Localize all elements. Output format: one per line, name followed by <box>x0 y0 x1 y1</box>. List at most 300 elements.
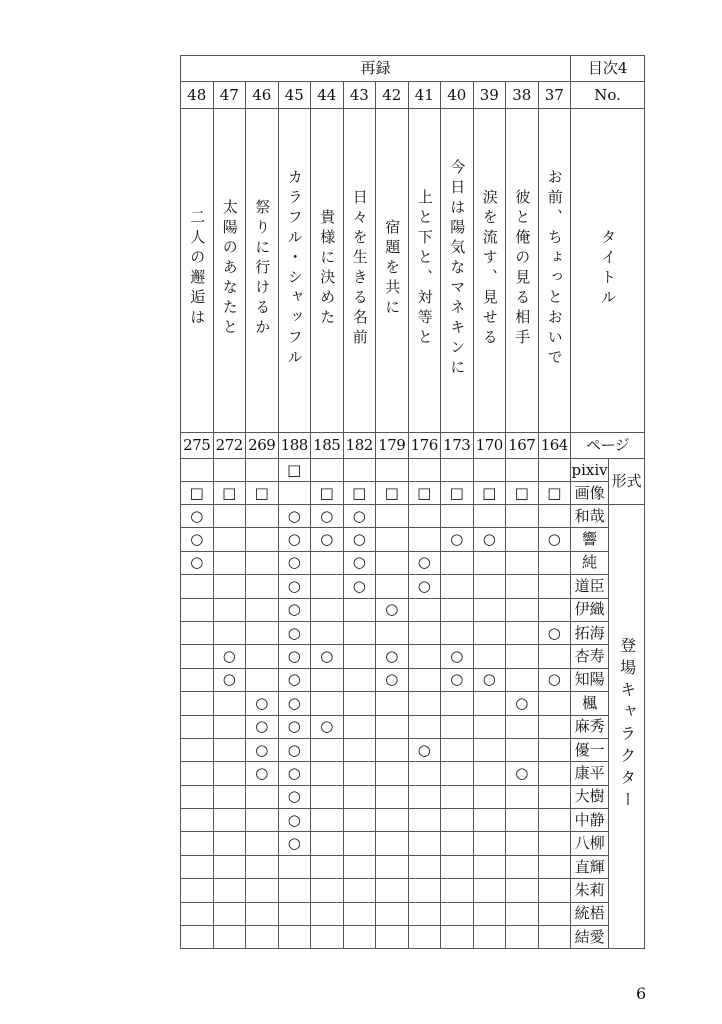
appearance-cell <box>246 505 279 528</box>
appearance-cell <box>343 692 376 715</box>
appearance-cell <box>538 879 571 902</box>
circle-icon: ○ <box>320 530 334 549</box>
appearance-cell <box>213 832 246 855</box>
story-number: 46 <box>246 82 279 109</box>
appearance-cell <box>181 855 214 878</box>
appearance-cell <box>278 715 311 738</box>
appearance-cell <box>213 926 246 949</box>
page-cell: 179 <box>376 433 409 459</box>
appearance-cell <box>278 738 311 761</box>
appearance-cell <box>181 551 214 574</box>
pixiv-cell <box>376 459 409 482</box>
appearance-cell <box>181 785 214 808</box>
title-label-cell <box>571 109 645 433</box>
character-row <box>181 575 645 598</box>
appearance-cell <box>441 832 474 855</box>
character-row <box>181 902 645 925</box>
appearance-cell <box>538 715 571 738</box>
circle-icon: ○ <box>287 834 301 853</box>
appearance-cell <box>311 902 344 925</box>
circle-icon: ○ <box>352 576 366 595</box>
appearance-cell <box>473 505 506 528</box>
appearance-cell <box>473 855 506 878</box>
image-label: 画像 <box>571 482 609 505</box>
appearance-cell <box>343 598 376 621</box>
checkbox-icon: □ <box>319 483 334 502</box>
appearance-cell <box>538 505 571 528</box>
appearance-cell <box>473 598 506 621</box>
story-number: 37 <box>538 82 571 109</box>
appearance-cell <box>473 785 506 808</box>
circle-icon: ○ <box>352 553 366 572</box>
appearance-cell <box>311 598 344 621</box>
appearance-cell <box>181 621 214 644</box>
title-cell <box>538 109 571 433</box>
appearance-cell <box>408 528 441 551</box>
appearance-cell <box>408 505 441 528</box>
appearance-cell <box>441 762 474 785</box>
title-cell <box>408 109 441 433</box>
circle-icon: ○ <box>352 506 366 525</box>
appearance-cell <box>441 809 474 832</box>
appearance-cell <box>213 692 246 715</box>
character-row <box>181 762 645 785</box>
story-number: 43 <box>343 82 376 109</box>
appearance-cell <box>376 738 409 761</box>
story-number: 48 <box>181 82 214 109</box>
image-cell <box>343 482 376 505</box>
appearance-cell <box>376 855 409 878</box>
appearance-cell <box>538 832 571 855</box>
appearance-cell <box>278 505 311 528</box>
appearance-cell <box>408 809 441 832</box>
appearance-cell <box>343 785 376 808</box>
appearance-cell <box>181 762 214 785</box>
appearance-cell <box>376 809 409 832</box>
appearance-cell <box>343 879 376 902</box>
appearance-cell <box>213 715 246 738</box>
checkbox-icon: □ <box>417 483 432 502</box>
circle-icon: ○ <box>450 647 464 666</box>
circle-icon: ○ <box>385 647 399 666</box>
appearance-cell <box>311 668 344 691</box>
appearance-cell <box>343 551 376 574</box>
story-title: お前、ちょっとおいで <box>545 169 564 369</box>
circle-icon: ○ <box>385 600 399 619</box>
toc-table <box>180 55 645 949</box>
checkbox-icon: □ <box>514 483 529 502</box>
story-title: 涙を流す、見せる <box>480 189 499 349</box>
story-number: 44 <box>311 82 344 109</box>
circle-icon: ○ <box>190 553 204 572</box>
appearance-cell <box>181 668 214 691</box>
circle-icon: ○ <box>417 576 431 595</box>
appearance-cell <box>506 879 539 902</box>
image-cell <box>246 482 279 505</box>
appearance-cell <box>506 855 539 878</box>
character-row <box>181 832 645 855</box>
format-label: 形式 <box>609 459 645 505</box>
image-cell <box>408 482 441 505</box>
appearance-cell <box>311 551 344 574</box>
appearance-cell <box>473 879 506 902</box>
page-cell: 182 <box>343 433 376 459</box>
page-label: ページ <box>571 433 645 459</box>
character-row <box>181 505 645 528</box>
story-title: 上と下と、対等と <box>415 189 434 349</box>
appearance-cell <box>213 575 246 598</box>
appearance-cell <box>311 528 344 551</box>
title-cell <box>441 109 474 433</box>
appearance-cell <box>181 575 214 598</box>
appearance-cell <box>473 715 506 738</box>
title-cell <box>376 109 409 433</box>
character-row <box>181 645 645 668</box>
circle-icon: ○ <box>255 717 269 736</box>
appearance-cell <box>506 598 539 621</box>
appearance-cell <box>181 926 214 949</box>
appearance-cell <box>376 528 409 551</box>
appearance-cell <box>246 645 279 668</box>
appearance-cell <box>278 785 311 808</box>
appearance-cell <box>181 738 214 761</box>
appearance-cell <box>246 809 279 832</box>
appearance-cell <box>311 855 344 878</box>
appearance-cell <box>506 762 539 785</box>
appearance-cell <box>408 879 441 902</box>
appearance-cell <box>343 505 376 528</box>
title-cell <box>343 109 376 433</box>
page-cell: 167 <box>506 433 539 459</box>
appearance-cell <box>376 645 409 668</box>
appearance-cell <box>408 598 441 621</box>
page-number: 6 <box>636 984 647 1003</box>
appearance-cell <box>246 668 279 691</box>
appearance-cell <box>408 692 441 715</box>
character-name: 楓 <box>571 692 609 715</box>
appearance-cell <box>311 692 344 715</box>
appearance-cell <box>473 668 506 691</box>
appearance-cell <box>278 692 311 715</box>
appearance-cell <box>506 738 539 761</box>
appearance-cell <box>213 551 246 574</box>
page-cell: 275 <box>181 433 214 459</box>
appearance-cell <box>408 621 441 644</box>
appearance-cell <box>538 762 571 785</box>
circle-icon: ○ <box>547 530 561 549</box>
circle-icon: ○ <box>287 623 301 642</box>
appearance-cell <box>506 832 539 855</box>
pixiv-cell <box>246 459 279 482</box>
appearance-cell <box>408 855 441 878</box>
appearance-cell <box>311 809 344 832</box>
appearance-cell <box>441 715 474 738</box>
character-name: 麻秀 <box>571 715 609 738</box>
appearance-cell <box>538 621 571 644</box>
circle-icon: ○ <box>515 693 529 712</box>
appearance-cell <box>311 926 344 949</box>
appearance-cell <box>343 809 376 832</box>
appearance-cell <box>538 738 571 761</box>
appearance-cell <box>246 692 279 715</box>
image-cell <box>538 482 571 505</box>
appearance-cell <box>213 785 246 808</box>
appearance-cell <box>246 715 279 738</box>
header-row <box>181 56 645 82</box>
checkbox-icon: □ <box>547 483 562 502</box>
appearance-cell <box>246 879 279 902</box>
appearance-cell <box>343 621 376 644</box>
appearance-cell <box>506 505 539 528</box>
appearance-cell <box>441 902 474 925</box>
appearance-cell <box>376 692 409 715</box>
appearance-cell <box>311 621 344 644</box>
appearance-cell <box>311 645 344 668</box>
character-row <box>181 715 645 738</box>
character-name: 道臣 <box>571 575 609 598</box>
story-title: 今日は陽気なマネキンに <box>448 159 467 379</box>
appearance-cell <box>473 762 506 785</box>
page-row <box>181 433 645 459</box>
appearance-cell <box>278 809 311 832</box>
character-row <box>181 692 645 715</box>
appearance-cell <box>278 621 311 644</box>
page-cell: 164 <box>538 433 571 459</box>
appearance-cell <box>213 645 246 668</box>
character-row <box>181 621 645 644</box>
character-row <box>181 926 645 949</box>
title-cell <box>181 109 214 433</box>
circle-icon: ○ <box>287 600 301 619</box>
character-row <box>181 809 645 832</box>
title-cell <box>213 109 246 433</box>
appearance-cell <box>376 621 409 644</box>
appearance-cell <box>441 528 474 551</box>
appearance-cell <box>246 598 279 621</box>
checkbox-icon: □ <box>222 483 237 502</box>
appearance-cell <box>408 668 441 691</box>
story-number: 39 <box>473 82 506 109</box>
story-title: 貴様に決めた <box>318 209 337 329</box>
appearance-cell <box>538 575 571 598</box>
pixiv-cell <box>506 459 539 482</box>
pixiv-cell <box>343 459 376 482</box>
appearance-cell <box>376 926 409 949</box>
checkbox-icon: □ <box>384 483 399 502</box>
title-cell <box>311 109 344 433</box>
appearance-cell <box>376 785 409 808</box>
appearance-cell <box>538 668 571 691</box>
appearance-cell <box>213 738 246 761</box>
appearance-cell <box>181 645 214 668</box>
appearance-cell <box>311 738 344 761</box>
appearance-cell <box>278 551 311 574</box>
circle-icon: ○ <box>482 530 496 549</box>
circle-icon: ○ <box>190 530 204 549</box>
circle-icon: ○ <box>320 647 334 666</box>
rerecord-header: 再録 <box>181 56 571 82</box>
appearance-cell <box>343 645 376 668</box>
appearance-cell <box>181 809 214 832</box>
story-title: 日々を生きる名前 <box>350 189 369 349</box>
appearance-cell <box>441 598 474 621</box>
character-name: 和哉 <box>571 505 609 528</box>
story-number: 38 <box>506 82 539 109</box>
appearance-cell <box>408 926 441 949</box>
appearance-cell <box>506 692 539 715</box>
circle-icon: ○ <box>417 740 431 759</box>
appearance-cell <box>213 809 246 832</box>
appearance-cell <box>408 738 441 761</box>
circle-icon: ○ <box>255 693 269 712</box>
appearance-cell <box>506 926 539 949</box>
appearance-cell <box>278 879 311 902</box>
character-name: 中静 <box>571 809 609 832</box>
image-cell <box>473 482 506 505</box>
appearance-cell <box>441 505 474 528</box>
page-cell: 188 <box>278 433 311 459</box>
pixiv-cell <box>181 459 214 482</box>
story-title: 祭りに行けるか <box>253 199 272 339</box>
appearance-cell <box>506 668 539 691</box>
circle-icon: ○ <box>320 717 334 736</box>
appearance-cell <box>181 902 214 925</box>
appearance-cell <box>181 879 214 902</box>
toc-header: 目次4 <box>571 56 645 82</box>
appearance-cell <box>376 668 409 691</box>
story-number: 40 <box>441 82 474 109</box>
character-row <box>181 668 645 691</box>
appearance-cell <box>181 598 214 621</box>
checkbox-icon: □ <box>287 460 302 479</box>
appearance-cell <box>473 528 506 551</box>
circle-icon: ○ <box>547 670 561 689</box>
pixiv-cell <box>408 459 441 482</box>
circle-icon: ○ <box>450 670 464 689</box>
appearance-cell <box>278 832 311 855</box>
appearance-cell <box>213 528 246 551</box>
appearance-cell <box>473 645 506 668</box>
character-name: 朱莉 <box>571 879 609 902</box>
appearance-cell <box>538 855 571 878</box>
appearance-cell <box>473 692 506 715</box>
checkbox-icon: □ <box>254 483 269 502</box>
circle-icon: ○ <box>515 763 529 782</box>
checkbox-icon: □ <box>482 483 497 502</box>
pixiv-label: pixiv <box>571 459 609 482</box>
appearance-cell <box>473 902 506 925</box>
circle-icon: ○ <box>287 693 301 712</box>
pixiv-cell <box>441 459 474 482</box>
appearance-cell <box>441 551 474 574</box>
appearance-cell <box>343 528 376 551</box>
appearance-cell <box>376 598 409 621</box>
appearance-cell <box>343 715 376 738</box>
story-number: 42 <box>376 82 409 109</box>
circle-icon: ○ <box>287 810 301 829</box>
appearance-cell <box>408 575 441 598</box>
circle-icon: ○ <box>385 670 399 689</box>
appearance-cell <box>278 926 311 949</box>
appearance-cell <box>538 809 571 832</box>
appearance-cell <box>408 832 441 855</box>
character-name: 八柳 <box>571 832 609 855</box>
appearance-cell <box>343 926 376 949</box>
appearance-cell <box>506 809 539 832</box>
circle-icon: ○ <box>287 530 301 549</box>
appearance-cell <box>538 926 571 949</box>
appearance-cell <box>246 528 279 551</box>
checkbox-icon: □ <box>352 483 367 502</box>
image-cell <box>311 482 344 505</box>
story-number: 47 <box>213 82 246 109</box>
appearance-cell <box>343 738 376 761</box>
appearance-cell <box>278 762 311 785</box>
circle-icon: ○ <box>190 506 204 525</box>
character-row <box>181 855 645 878</box>
character-name: 響 <box>571 528 609 551</box>
appearance-cell <box>441 575 474 598</box>
appearance-cell <box>343 855 376 878</box>
appearance-cell <box>376 832 409 855</box>
appearance-cell <box>376 715 409 738</box>
appearance-cell <box>278 902 311 925</box>
pixiv-cell <box>538 459 571 482</box>
appearance-cell <box>441 668 474 691</box>
story-title: カラフル・シャッフル <box>285 169 304 369</box>
story-title: 二人の邂逅は <box>188 209 207 329</box>
appearance-cell <box>181 832 214 855</box>
character-row <box>181 879 645 902</box>
appearance-cell <box>538 645 571 668</box>
image-cell <box>441 482 474 505</box>
appearance-cell <box>376 505 409 528</box>
appearance-cell <box>343 762 376 785</box>
appearance-cell <box>408 762 441 785</box>
title-cell <box>246 109 279 433</box>
character-name: 康平 <box>571 762 609 785</box>
checkbox-icon: □ <box>189 483 204 502</box>
page-cell: 176 <box>408 433 441 459</box>
circle-icon: ○ <box>320 506 334 525</box>
appearance-cell <box>376 879 409 902</box>
appearance-cell <box>506 785 539 808</box>
character-name: 知陽 <box>571 668 609 691</box>
character-name: 拓海 <box>571 621 609 644</box>
appearance-cell <box>246 926 279 949</box>
story-title: 彼と俺の見る相手 <box>513 189 532 349</box>
appearance-cell <box>473 809 506 832</box>
circle-icon: ○ <box>287 787 301 806</box>
appearance-cell <box>376 902 409 925</box>
appearance-cell <box>246 902 279 925</box>
appearance-cell <box>473 551 506 574</box>
story-title: 宿題を共に <box>383 219 402 319</box>
appearance-cell <box>376 575 409 598</box>
pixiv-cell <box>278 459 311 482</box>
circle-icon: ○ <box>287 740 301 759</box>
appearance-cell <box>473 575 506 598</box>
appearance-cell <box>181 505 214 528</box>
appearance-cell <box>473 738 506 761</box>
appearance-cell <box>506 528 539 551</box>
character-row <box>181 598 645 621</box>
number-row <box>181 82 645 109</box>
image-cell <box>506 482 539 505</box>
page-cell: 272 <box>213 433 246 459</box>
appearance-cell <box>311 879 344 902</box>
appearance-cell <box>278 855 311 878</box>
